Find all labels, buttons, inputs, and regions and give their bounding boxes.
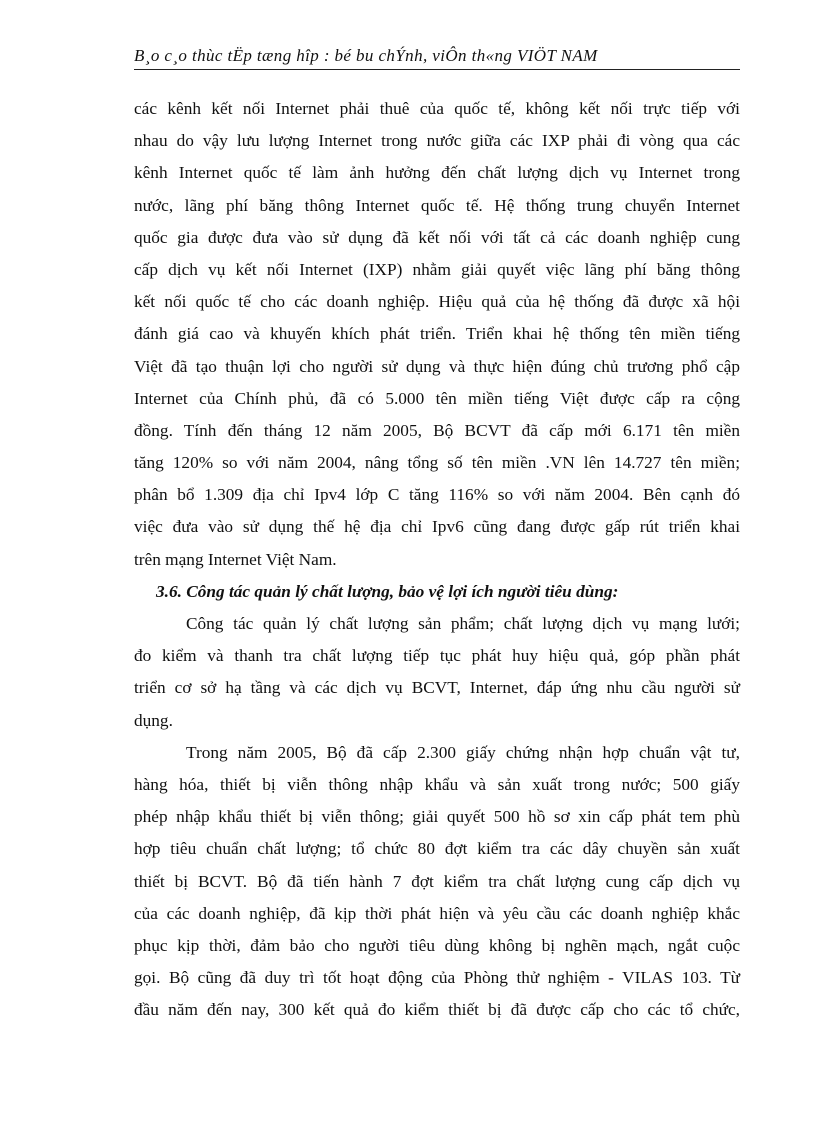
text-line: đồng. Tính đến tháng 12 năm 2005, Bộ BCVT đã cấp mới 6.171 tên miền [134,420,740,440]
text-line: nước, lãng phí băng thông Internet quốc tế. Hệ thống trung chuyển Internet [134,195,740,215]
text-line: các kênh kết nối Internet phải thuê của quốc tế, không kết nối trực tiếp với [134,99,740,118]
text-line: triển cơ sở hạ tầng và các dịch vụ BCVT, Internet, đáp ứng nhu cầu người sử [134,678,740,698]
text-line: Internet của Chính phủ, đã có 5.000 tên miền tiếng Việt được cấp ra cộng [134,388,740,408]
text-line: phân bổ 1.309 địa chỉ Ipv4 lớp C tăng 116% so với năm 2004. Bên cạnh đó [134,485,740,505]
text-line: kết nối quốc tế cho các doanh nghiệp. Hiệu quả của hệ thống đã được xã hội [134,292,740,312]
text-line: quốc gia được đưa vào sử dụng đã kết nối với tất cả các doanh nghiệp cung [134,227,740,247]
paragraph-3 [134,737,740,1027]
text-line: phép nhập khẩu thiết bị viễn thông; giải quyết 500 hồ sơ xin cấp phát tem phù [134,807,740,827]
text-line: nhau do vậy lưu lượng Internet trong nước giữa các IXP phải đi vòng qua các [134,131,740,151]
text-line: trên mạng Internet Việt Nam. [134,549,337,569]
text-line: dụng. [134,710,173,730]
text-line: đo kiểm và thanh tra chất lượng tiếp tục phát huy hiệu quả, góp phần phát [134,646,740,666]
text-line: Việt đã tạo thuận lợi cho người sử dụng và thực hiện đúng chủ trương phổ cập [134,356,740,376]
text-line: đánh giá cao và khuyến khích phát triển. Triển khai hệ thống tên miền tiếng [134,324,740,344]
text-line: đầu năm đến nay, 300 kết quả đo kiểm thiết bị đã được cấp cho các tổ chức, [134,1000,740,1020]
text-line: hợp tiêu chuẩn chất lượng; tổ chức 80 đợt kiểm tra các dây chuyền sản xuất [134,839,740,859]
text-line: Trong năm 2005, Bộ đã cấp 2.300 giấy chứng nhận hợp chuẩn vật tư, [186,742,740,762]
page-header: B¸o c¸o thùc tËp tæng hîp : bé bu chÝnh, viÔn th«ng VIÖT NAM [134,46,740,70]
section-heading: 3.6. Công tác quản lý chất lượng, bảo vệ lợi ích người tiêu dùng: [156,581,619,601]
text-line: việc đưa vào sử dụng thế hệ địa chỉ Ipv6 cũng đang được gấp rút triển khai [134,517,740,537]
text-line: tăng 120% so với năm 2004, nâng tổng số tên miền .VN lên 14.727 tên miền; [134,453,740,473]
text-line: phục kịp thời, đảm bảo cho người tiêu dùng không bị nghẽn mạch, ngắt cuộc [134,935,740,955]
text-line: gọi. Bộ cũng đã duy trì tốt hoạt động của Phòng thử nghiệm - VILAS 103. Từ [134,968,740,988]
paragraph-1 [134,93,740,576]
text-line: của các doanh nghiệp, đã kịp thời phát hiện và yêu cầu các doanh nghiệp khắc [134,903,740,923]
document-body [134,93,740,1026]
text-line: cấp dịch vụ kết nối Internet (IXP) nhằm giải quyết việc lãng phí băng thông [134,259,740,279]
text-line: kênh Internet quốc tế làm ảnh hưởng đến chất lượng dịch vụ Internet trong [134,163,740,183]
text-line: Công tác quản lý chất lượng sản phẩm; chất lượng dịch vụ mạng lưới; [186,614,740,633]
paragraph-2 [134,608,740,737]
text-line: hàng hóa, thiết bị viễn thông nhập khẩu và sản xuất trong nước; 500 giấy [134,774,740,794]
text-line: thiết bị BCVT. Bộ đã tiến hành 7 đợt kiểm tra chất lượng cung cấp dịch vụ [134,871,740,891]
